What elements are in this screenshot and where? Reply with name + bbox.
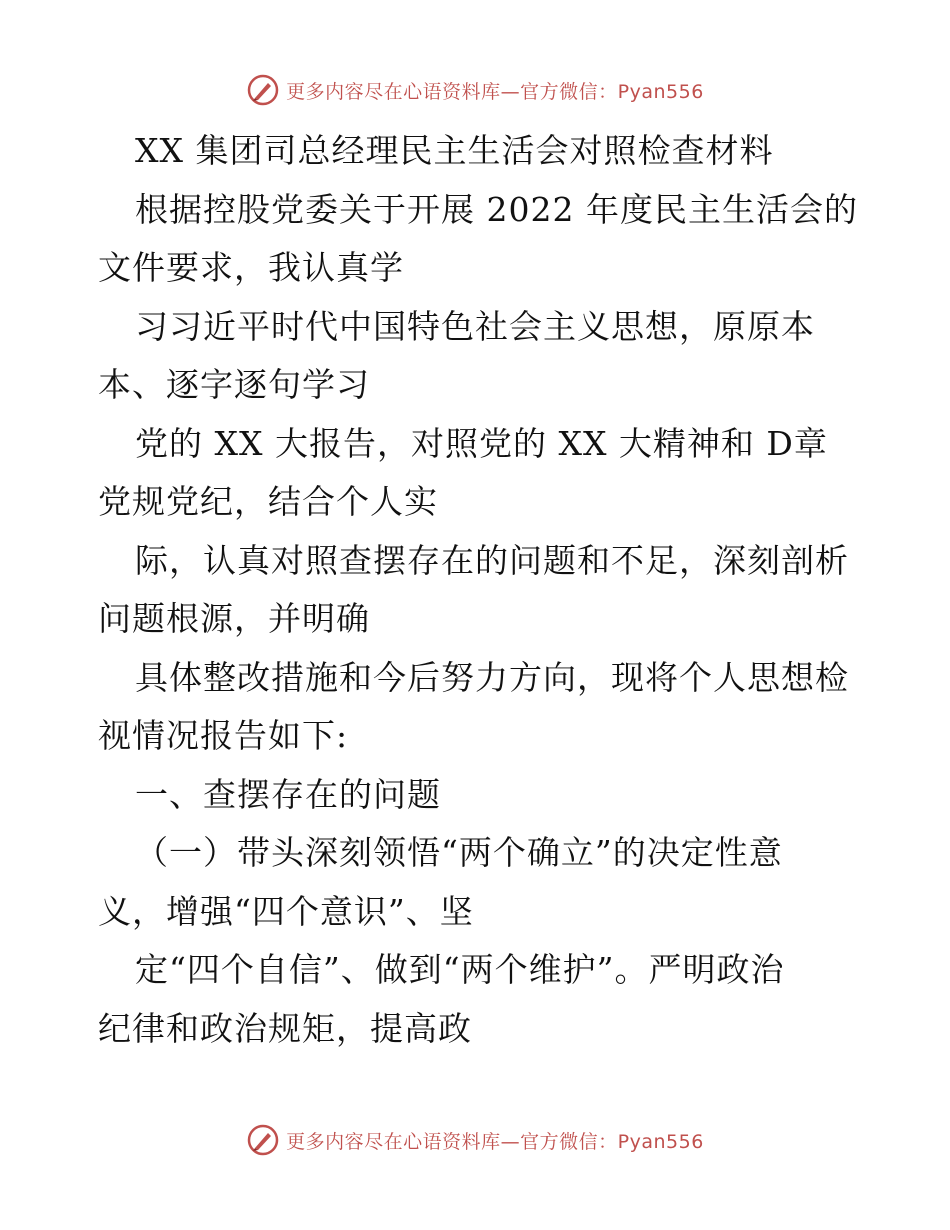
- paragraph-line: 习习近平时代中国特色社会主义思想，原原本: [135, 306, 815, 346]
- document-body: [98, 122, 858, 1058]
- paragraph-line: 党的 XX 大报告，对照党的 XX 大精神和 D章: [135, 423, 828, 463]
- paragraph-line: 纪律和政治规矩，提高政: [98, 1008, 472, 1048]
- footer-banner-text: 更多内容尽在心语资料库—官方微信：Pyan556: [286, 1130, 704, 1153]
- paragraph-line: 际，认真对照查摆存在的问题和不足，深刻剖析: [135, 540, 849, 580]
- paragraph-line: 文件要求，我认真学: [98, 248, 404, 287]
- document-title: XX 集团司总经理民主生活会对照检查材料: [135, 131, 774, 170]
- header-banner: [0, 70, 950, 110]
- footer-banner: [0, 1120, 950, 1160]
- paragraph-line: 义，增强“四个意识”、坚: [98, 891, 474, 931]
- paragraph-line: 本、逐字逐句学习: [98, 365, 370, 404]
- paragraph-line: 定“四个自信”、做到“两个维护”。严明政治: [135, 950, 785, 989]
- paragraph-line: 根据控股党委关于开展 2022 年度民主生活会的: [135, 189, 858, 229]
- subsection-heading: （一）带头深刻领悟“两个确立”的决定性意: [135, 833, 783, 872]
- header-banner-text: 更多内容尽在心语资料库—官方微信：Pyan556: [286, 80, 704, 103]
- paragraph-line: 党规党纪，结合个人实: [98, 482, 438, 521]
- pen-circle-logo-icon: [246, 1123, 280, 1157]
- paragraph-line: 具体整改措施和今后努力方向，现将个人思想检: [135, 657, 849, 697]
- pen-circle-logo-icon: [246, 73, 280, 107]
- section-heading: 一、查摆存在的问题: [135, 774, 441, 814]
- paragraph-line: 问题根源，并明确: [98, 599, 370, 638]
- paragraph-line: 视情况报告如下:: [98, 716, 349, 755]
